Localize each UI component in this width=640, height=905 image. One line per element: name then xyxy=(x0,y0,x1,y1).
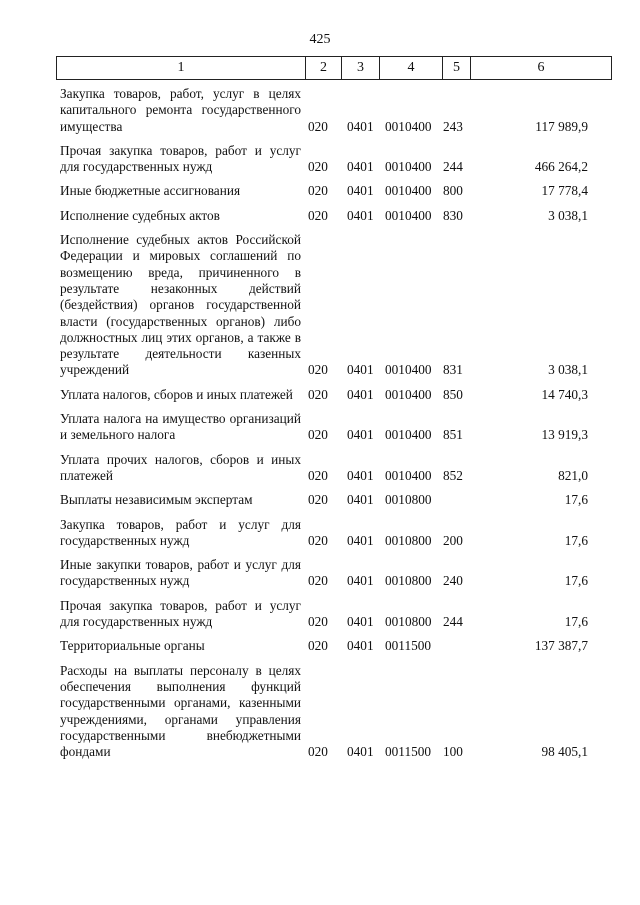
row-ministry: 020 xyxy=(308,532,328,548)
row-ministry: 020 xyxy=(308,744,328,760)
row-ministry: 020 xyxy=(308,183,328,199)
row-target: 0010800 xyxy=(385,532,432,548)
header-col-5: 5 xyxy=(443,57,471,79)
row-description: Прочая закупка товаров, работ и услуг для государственных нужд xyxy=(60,142,301,175)
row-type: 240 xyxy=(443,573,463,589)
row-description: Исполнение судебных актов Российской Федерации и мировых соглашений по возмещению вреда, причиненного в результате незаконных действий (бездействия) органов государственной власти (государственных органов) либо должностных лиц этих органов, а также в результате деятельности казенных учреждений xyxy=(60,232,301,378)
table-row xyxy=(0,557,640,590)
row-section: 0401 xyxy=(347,614,374,630)
row-type: 100 xyxy=(443,744,463,760)
row-ministry: 020 xyxy=(308,638,328,654)
table-row xyxy=(0,143,640,176)
row-section: 0401 xyxy=(347,386,374,402)
row-section: 0401 xyxy=(347,159,374,175)
row-description: Уплата прочих налогов, сборов и иных платежей xyxy=(60,451,301,483)
row-description: Иные бюджетные ассигнования xyxy=(60,183,241,199)
row-section: 0401 xyxy=(347,427,374,443)
row-target: 0010400 xyxy=(385,118,432,134)
row-section: 0401 xyxy=(347,638,374,654)
page-number: 425 xyxy=(309,32,331,47)
header-col-1: 1 xyxy=(57,57,306,79)
table-row xyxy=(0,86,640,135)
row-type: 244 xyxy=(443,614,463,630)
header-col-2: 2 xyxy=(306,57,342,79)
row-section: 0401 xyxy=(347,467,374,483)
row-sum: 17,6 xyxy=(564,573,588,589)
row-target: 0010400 xyxy=(385,183,432,199)
row-section: 0401 xyxy=(347,362,374,378)
row-sum: 13 919,3 xyxy=(541,427,588,443)
row-sum: 17 778,4 xyxy=(541,183,588,199)
table-row xyxy=(0,598,640,631)
row-ministry: 020 xyxy=(308,573,328,589)
row-target: 0010400 xyxy=(385,467,432,483)
row-section: 0401 xyxy=(347,744,374,760)
row-sum: 98 405,1 xyxy=(541,744,588,760)
header-col-3: 3 xyxy=(342,57,380,79)
row-sum: 3 038,1 xyxy=(548,362,588,378)
row-ministry: 020 xyxy=(308,159,328,175)
row-target: 0011500 xyxy=(385,744,432,760)
table-row xyxy=(0,517,640,550)
row-section: 0401 xyxy=(347,118,374,134)
row-section: 0401 xyxy=(347,532,374,548)
row-type: 200 xyxy=(443,532,463,548)
row-ministry: 020 xyxy=(308,118,328,134)
row-ministry: 020 xyxy=(308,207,328,223)
table-row xyxy=(0,183,640,199)
row-description: Территориальные органы xyxy=(60,638,205,654)
row-sum: 821,0 xyxy=(558,467,588,483)
row-ministry: 020 xyxy=(308,467,328,483)
row-target: 0010400 xyxy=(385,427,432,443)
row-sum: 17,6 xyxy=(564,492,588,508)
row-sum: 14 740,3 xyxy=(541,386,588,402)
row-type: 243 xyxy=(443,118,463,134)
header-col-6: 6 xyxy=(537,60,545,75)
row-target: 0010400 xyxy=(385,386,432,402)
row-type: 851 xyxy=(443,427,463,443)
table-row xyxy=(0,663,640,761)
row-target: 0010800 xyxy=(385,573,432,589)
row-section: 0401 xyxy=(347,207,374,223)
row-target: 0010400 xyxy=(385,362,432,378)
row-type: 800 xyxy=(443,183,463,199)
row-sum: 17,6 xyxy=(564,532,588,548)
row-description: Выплаты независимым экспертам xyxy=(60,492,253,508)
row-description: Исполнение судебных актов xyxy=(60,207,220,223)
table-row xyxy=(0,411,640,444)
row-description: Иные закупки товаров, работ и услуг для государственных нужд xyxy=(60,557,301,589)
row-ministry: 020 xyxy=(308,614,328,630)
row-sum: 3 038,1 xyxy=(548,207,588,223)
row-section: 0401 xyxy=(347,183,374,199)
row-ministry: 020 xyxy=(308,492,328,508)
row-description: Уплата налога на имущество организаций и земельного налога xyxy=(60,411,301,443)
table-row xyxy=(0,232,640,379)
row-type: 852 xyxy=(443,467,463,483)
row-description: Прочая закупка товаров, работ и услуг для государственных нужд xyxy=(60,597,301,630)
row-target: 0010800 xyxy=(385,614,432,630)
row-target: 0011500 xyxy=(385,638,432,654)
row-description: Расходы на выплаты персоналу в целях обеспечения выполнения функций государственными органами, казенными учреждениями, органами управления государственными внебюджетными фондами xyxy=(60,662,301,760)
row-type: 830 xyxy=(443,207,463,223)
row-sum: 466 264,2 xyxy=(534,159,588,175)
row-section: 0401 xyxy=(347,573,374,589)
table-header xyxy=(56,56,612,80)
table-body xyxy=(0,86,640,768)
row-sum: 117 989,9 xyxy=(535,118,588,134)
table-row xyxy=(0,492,640,508)
row-ministry: 020 xyxy=(308,386,328,402)
row-type: 244 xyxy=(443,159,463,175)
row-description: Уплата налогов, сборов и иных платежей xyxy=(60,386,293,402)
row-ministry: 020 xyxy=(308,427,328,443)
table-row xyxy=(0,387,640,403)
row-description: Закупка товаров, работ и услуг для государственных нужд xyxy=(60,516,301,548)
row-target: 0010400 xyxy=(385,207,432,223)
row-description: Закупка товаров, работ, услуг в целях капитального ремонта государственного имущества xyxy=(60,86,301,134)
row-target: 0010400 xyxy=(385,159,432,175)
table-row xyxy=(0,638,640,654)
row-ministry: 020 xyxy=(308,362,328,378)
row-type: 831 xyxy=(443,362,463,378)
header-col-4: 4 xyxy=(380,57,443,79)
row-sum: 17,6 xyxy=(564,614,588,630)
row-section: 0401 xyxy=(347,492,374,508)
table-row xyxy=(0,208,640,224)
row-type: 850 xyxy=(443,386,463,402)
row-target: 0010800 xyxy=(385,492,432,508)
table-row xyxy=(0,452,640,485)
row-sum: 137 387,7 xyxy=(534,638,588,654)
